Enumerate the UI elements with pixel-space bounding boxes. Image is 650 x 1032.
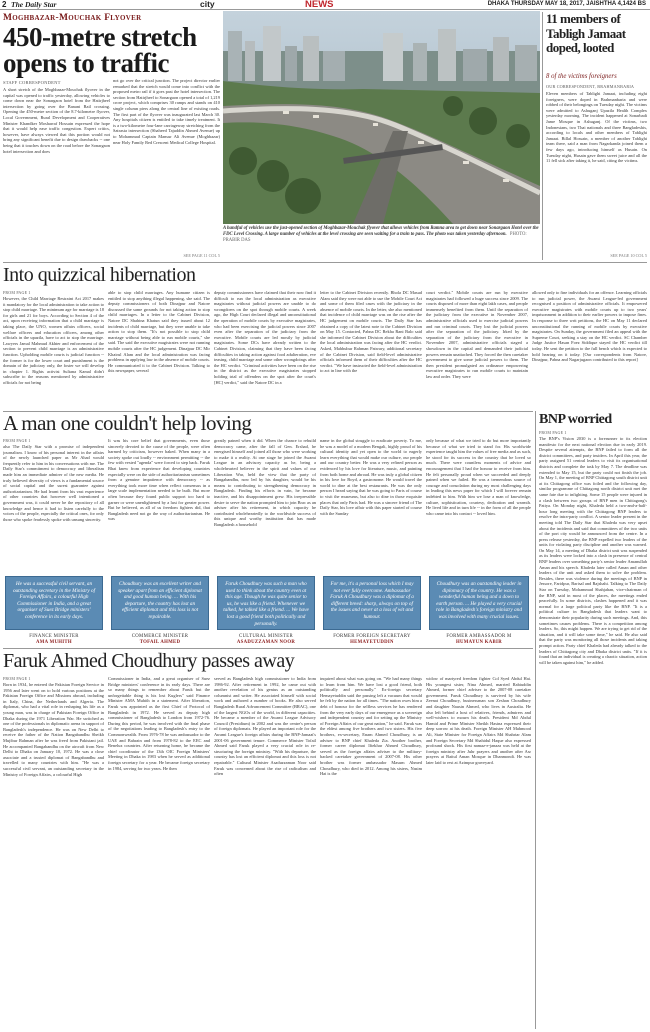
story6-dateline: FROM PAGE 1 [3,676,31,681]
quote-name-hemayet: HEMAYETUDDIN [350,640,394,645]
quote-name-noor: ASADUZZAMAN NOOR [236,640,296,645]
story1-col2: not go over the critical junction. The project director earlier remarked that the stretch would come into conflict with the proposed metro rail if it goes past the hotel intersection. The section from Hatirjheel to Sonargaon opened a total of 1,219 crore project, which comprises 30 ramps and stands on 410 single column piers along the central line of existing roads. The first part of the flyover was inaugurated last March 30. Any hospitals citizen is entitled to take timely treatment. It is a two-kilometre four-lane carriageway stretching from the Satrasta intersection (Shaheed Tajuddin Ahmed Avenue) up to Mohammad Captain Mansur Ali Avenue (Moghbazar) near Holy Family Red Crescent Medical College Hospital. [113,78,220,145]
story4-dateline: FROM PAGE 1 [3,438,31,443]
story2-subhead: 8 of the victims foreigners [546,73,617,80]
quote-role-kabir [429,634,529,646]
story5-dateline: FROM PAGE 1 [539,430,567,435]
story6-col4: inquired about what was going on. "We had many things to learn from him. We have lost a good friend, both politically and personally." Ex-foreign secretary Hemayetuddin said the passing left a vacuum that would be felt by the nation for all times. "The nation owes him a debt of honour for the selfless services he has rendered from the very early days of our emergence as a sovereign and independent country and for setting up the Ministry of Foreign Affairs of our great nation," he said. Faruk was the eldest among five brothers and two sisters. His five brothers, ex-secretary, Enam Ahmed Choudhury, is an adviser to BNP chief Khaleda Zia. Another brother, former career diplomat Iftekhar Ahmed Choudhury, served as the foreign affairs adviser to the military-backed caretaker government of 2007-08. His other brother was former ambassador Masum Ahmed Choudhury, who died in 2012. Among his sisters, Nasim Hai is the [320,676,422,777]
column-divider-bnp [535,411,536,1029]
quote-box-hemayet: For me, it's a personal loss which I may not ever fully overcome. Ambassador Faruk A Choudhury was a diplomat of a different breed: sharp, always on top of the issues and never at a loss of wit and humour. [323,576,421,630]
quote-box-tofail: Choudhury was an excellent writer and speaker apart from an efficient diplomat and good human being. ... With his departure, the country has lost an efficient diplomat and this loss is not repairable. [111,576,209,630]
story5-headline: BNP worried [539,412,612,427]
section-divider-3 [3,648,533,649]
quote-role-noor [217,634,315,646]
story4-col4: name in the global struggle to eradicate poverty. To me, he was a model of a modern Bengali, highly proud of his cultural identity and yet open to the world to eagerly learn everything that would make our culture, our people and our country better. He was a very refined person as evidenced by his love for literature, music, and painting from both home and abroad. He was truly a global citizen in his love for Boyd, a gastronome. He would travel the world to dine at the best restaurants. He was the only person I heard saying that he was going to Paris of course to visit the museums, but also to dine in those exquisite places that only Paris had. He was a sincere friend of The Daily Star, his love affair with this paper started of course with the Sunday [320,438,422,516]
story4-col3: greatly pained when it did. When the chance to rebuild democracy came, after the fall of Gen. Ershad, he energised himself and joined all those who were working to make it a reality. At one stage he joined the Awami League in an advisory capacity as he, being a wholehearted believer in the spirit and values of our Liberation War, held the view that the party of Bangabandhu, now led by his daughter, would be his means to contributing to strengthening democracy in Bangladesh. Finding his efforts in vain, he became inactive, and his disappointment grew. His irrepressible desire to serve the nation prompted him to join Brac as an adviser after his retirement, in which capacity he contributed wholeheartedly to the worldwide success of this unique and worthy institution that has made Bangladesh a household [214,438,316,527]
story3-col1: However, the Child Marriage Restraint Act 2017 makes it mandatory for the local administration to take action to stop child marriage. The minimum age for marriage is 18 for girls and 21 for boys. According to Section 4 of the act, upon receiving information that a child marriage is taking place, the UNO, women affairs officers, social welfare officers and education officers, among other officials in the upazila, have to act to stop the marriage. Lawyers Jamal Mahmud Akhter and enforcement of the section to prevent child marriage is an administrative function. Upholding mobile courts is judicial function -- the former is for the lower court and punishment is the domain of the judiciary only, the foster we will develop in chapter 1. Rights activist Sultana Kamal didn't subscribe to the reasons mentioned by administrative officials for not being [3,296,104,385]
flyover-photo-caption [223,226,540,244]
page-number: 2 [2,0,7,9]
story2-headline: 11 members of Tabligh Jamaat doped, looted [546,11,626,55]
story3-col5: court verdict." Mobile courts are run by executive magistrates had followed a huge success since 2009. The courts disposed of more than eight lakh cases, and people immensely benefited from them. Until the separation of the judiciary from the executive in November 2007, administrative officials used to exercise judicial powers and run criminal courts. They lost the judicial powers after the separation of the judiciary. Irked by the separation of the judiciary from the executive in November 2007, administrative officials staged a showdown in the capital and demanded their judicial powers remain unattached. They forced the then caretaker government to give some judicial powers to them. The then president promulgated an ordinance empowering executive magistrates to run mobile courts to maintain law and order. They were [426,290,528,379]
story4-col5: only because of what we tried to do but more importantly because of what we tried to stand for. His worldwide experience taught him the values of free media and as such, he stood for its success in the country that he loved so much. There were countless moments of advice and encouragement that I had the honour to receive from him. He felt personally proud when we succeeded and deeply pained when we failed. He was a tremendous source of courage and consolation during my most challenging days in leading this news paper for which I will forever remain indebted to him. With him we lose a man of knowledge, culture, sophistication, courtesy, dedication and warmth. He lived life and in turn life -- in the form of all the people who came into his contact -- loved him. [426,438,531,516]
flyover-photo-illustration [223,11,540,224]
section-news: NEWS [305,0,334,10]
story2-body: Eleven members of Tablighi Jamaat, including eight foreigners, were doped in Brahmanbaria and were robbed of their belongings on Tuesday night. The victims were admitted to Ashuganj Upazila Health Complex yesterday morning. The incident happened at Sonarbadi Jame Mosque in Ashuganj. Of the victims, two Indonesians, two Thai nationals and three Bangladeshis, according to locals and other members of Tablighi Jamaat. Billal Hossain, a member of another Tablighi team there, said a man from Nagarkanda joined them a few days ago, introducing himself as Husain. On Tuesday night, Husain gave them sweet juice and all the 11 fell sick after taking it, he said, citing the victims. [546,91,647,164]
story1-headline: 450-metre stretch opens to traffic [3,22,197,78]
quote-role-text: FORMER FOREIGN SECRETARY [333,634,411,639]
story3-dateline: FROM PAGE 1 [3,290,31,295]
story6-col1: Born in 1934, he entered the Pakistan Foreign Service in 1956 and later went on to hold various positions at the Pakistan Foreign Office and Missions abroad, including in Italy, China, the Netherlands and Algeria. The diplomat, who had a vital role in reshaping his life as a young man, was in charge of Pakistan Foreign Office in Dhaka during the 1971 Liberation War. He switched as one of the professionals in diplomatic arena in support of Bangladesh's independence. He was on New Delhi to receive the father of the Nation Bangabandhu Sheikh Mujibur Rahman after he was freed from Pakistani jail. He accompanied Bangabandhu on the aircraft from New Delhi to Dhaka on January 10, 1972. He was a close associate and a trusted diplomat of Bangabandhu and travelled to many countries with him. "He was a successful civil servant, an outstanding secretary in the Ministry of Foreign Affairs, a colourful High [3,682,104,777]
page-header [0,0,650,10]
quote-name-muhith: AMA MUHITH [36,640,72,645]
story2-see-page: SEE PAGE 10 COL 5 [610,253,647,258]
paper-logo: The Daily Star [11,0,57,9]
story4-col1: also The Daily Star with a promise of independent journalism. I know of his personal interest in the affairs of the newly launched paper as Mr Ahad would frequently refer to him in his conversations with me. The Daily Star's commitment to democracy and liberalism made him an immediate admirer of the new media. He truly believed diversity of views is a fundamental source of social capital and the surest guarantee against authoritarianism. He had learnt from his vast experience of other countries that however well intentioned a government was, it could never be the repository of all knowledge and hence it had to listen carefully to the voices of the people, especially the critical ones, for only those who spoke fearlessly spoke with unsung sincerity. [3,444,104,522]
story2-byline: OUR CORRESPONDENT, BRAHMANBARIA [546,84,635,89]
quote-role-hemayet [323,634,421,646]
quote-role-text: COMMERCE MINISTER [131,634,189,639]
date-line: DHAKA THURSDAY MAY 18, 2017, JAISHTHA 4,1424 BS [487,1,646,7]
quote-role-text: FORMER AMBASSADOR M [446,634,512,639]
story1-col1: A short stretch of the Moghbazar-Mouchak flyover in the capital was opened to traffic yesterday, allowing vehicles to come down near the Sonargaon hotel from the Hatirjheel intersection by going over the Banani Rail crossing. Opening the 450-metre section of the 8.7-kilometre flyover, Local Government, Rural Development and Cooperatives Minister Khandker Mosharraf Hossain expressed the hope that it would help ease traffic congestion. Expert critics, however, have always viewed that this portion would not bring any significant benefit due to design drawbacks -- one being that it touches down on the road before the Sonargaon hotel intersection and does [3,87,110,154]
quote-role-text: CULTURAL MINISTER [239,634,293,639]
flyover-photo [223,11,540,224]
section-city: city [200,0,215,9]
quote-name-tofail: TOFAIL AHMED [139,640,181,645]
story5-body: The BNP's Vision 2030 is a forerunner to its election manifesto for the next national election due in early 2019. Despite several attempts, the BNP failed to form all the district committees, and party insiders. In April this year, the party assigned 51 central leaders to visit its organisational districts and complete the task by May 7. The deadline was extended to May 15, but the party could not finish the job. On May 1, the meeting of BNP Chittagong south district unit at its Chittagong office was foiled and the following day, similar programme of Chittagong north district unit met the same fate due to infighting. Some 15 people were injured in a clash between two groups of BNP men in Chittagong's Patiya. On Monday night, Khaleda held a two-and-a-half-hour long meeting with the Chittagong BNP leaders to resolve the intra-party conflict. A senior leader present in the meeting told The Daily Star that Khaleda was very upset about the incidents and said that committees of the two units of the port city would be announced from the centre. In a press release yesterday, the BNP expelled two leaders of the units for violating party discipline and another was warned. On May 14, a meeting of Dhaka district unit was suspended as its leaders were locked into a clash in presence of central BNP leaders over something party's senior leader Amanullah Aman and his speech. Khaleda later called Aman and other leaders of the unit and asked them to solve the problem. Besides, there was violence during the meetings of BNP in Jessore, Faridpur, Barisal and Rajshahi. Talking to The Daily Star on Tuesday, Mohammad Shahjahan, vice-chairman of the BNP, said in most of the places, the meetings ended peacefully. In some districts, clashes happened and it was normal for a large political party like the BNP. "It is a political culture in Bangladesh that leaders want to demonstrate their popularity during such meetings. And, this sometimes causes problems. There is a competition among leaders. So, this might happen. We are trying to get rid of the situation, and it will take some time," he said. He also said that the party was monitoring all those incidents and taking prompt action. Party chief Khaleda had already talked to the leaders of Chittagong city and Dhaka district units. "If it is found that an individual is creating a chaotic situation, action will be taken against him," he added. [539,436,647,665]
story6-col5: widow of martyred freedom fighter Col Syed Abdul Hai. His youngest sister, Nina Ahmed, married Rabiuddin Ahmed, former chief adviser to the 2007-08 caretaker government. Faruk Choudhury is survived by his wife Zeenat Choudhury, businessman son Zeshan Choudhury and daughter Nausin Ahmed, who lives in Australia. He also left behind a host of relatives, friends, admirers and well-wishers to mourn his death. President Md Abdul Hamid and Prime Minister Sheikh Hasina expressed their deep sorrow at his death. Foreign Minister AH Mahmood Ali, State Minister for Foreign Affairs Md Shahriar Alam and Foreign Secretary Md Shahidul Haque also expressed profound shock. His first namaz-e-janaza was held at the foreign ministry after Juhr prayers and another after Asr prayers at Baitul Aman Mosque in Dhanmondi. He was later laid to rest at Azimpur graveyard. [426,676,531,765]
story3-headline: Into quizzical hibernation [3,264,196,286]
quote-role-muhith [5,634,103,646]
quote-box-noor: Faruk Choudhury was such a man who used to think about the country even at this age. Though he was quite senior to us, he was like a friend. Whenever we talked, he talked like a friend. ... We have lost a good friend both politically and personally. [217,576,315,630]
photo-credit: PHOTO: PRABIR DAS [223,232,527,243]
story3-col3: deputy commissioners have claimed that their now find it difficult to run the local administration as executive magistrates without judicial powers are unable to do wrongdoers on the spot through mobile courts. A week ago, the High Court declared illegal and unconstitutional the operation of mobile courts by executive magistrates, who had been exercising the judicial powers since 2007 even after the separation of the judiciary from the executive. Mobile courts are led mostly by judicial magistrates. Some DCs have already written to the Cabinet Division, claiming that they have been facing difficulties in taking action against food adulteration, eve teasing, child marriage and some other wrongdoings after the HC verdict. "Criminal activities have been on the rise in the district as the executive magistrates stopped holding trial of offenders on the spot after the court's [HC] verdict," said the Natore DC in a [214,290,316,385]
story6-col3: served as Bangladesh high commissioner to India from 1986-92. After retirement in 1992, he came out with another revelation of his genius as an outstanding columnist and writer. He associated himself with social work and authored a number of books. He also served Bangladesh Rural Advancement Committee (BRAC), one of the largest NGOs of the world, in different capacities. He became a member of the Awami League Advisory Council (Presidium) in 2002 and was the centre's person of foreign diplomats. He played an important role for the Awami League's foreign affairs during the BNP-Jamaat's 2001-06 government tenure. Commerce Minister Tofail Ahmed said Faruk played a very crucial role in re-structuring the foreign ministry. "With his departure, the country has lost an efficient diplomat and this loss is not repairable." Cultural Minister Asaduzzaman Noor said Faruk was concerned about the rise of radicalism and often [214,676,316,777]
story1-see-page: SEE PAGE 11 COL 5 [183,253,220,258]
story1-kicker: Moghbazar-Mouchak Flyover [3,13,142,23]
story4-col2: It was his core belief that governments, even those sincerely devoted to the cause of the people, were often harmed by criticism, however baked. When many in a society spoke out loudly -- environment permitting -- the few with vested "agenda" were forced to step back. Faruk Bhai knew from experience that developing countries especially were on the side of authoritarianism sometimes from a genuine impatience with democracy -- as everything took more time when reflect consensus in a large scale implementation needed to be built. But more often because they found public support too hard to garner or were unenlightened by a lust for greater power. But he believed, as all of us freedom fighters did, that Bangladesh need not go the way of authoritarianism. He was [108,438,210,522]
story4-headline: A man one couldn't help loving [3,411,252,435]
section-divider-1 [3,262,647,263]
story3-col6: allowed only to fine individuals for an offence. Learning officials to run judicial power, the Awami League-led government recognised a position of administrative officials. It empowered executive magistrates with mobile courts up to two years' imprisonment in addition to their earlier powers to impose fines. In response to three writ petitions, the HC on May 11 declared unconstitutional the running of mobile courts by executive magistrates. On Sunday, the government filed an appeal with the Supreme Court, seeking a stay on the HC verdict. SC Chamber Judge Justice Hasan Foez Siddique stayed the HC verdict till today. He sent the petition to the full bench which is expected to hold hearing on it today. [Our correspondents from Natore, Dinajpur, Pabna and Nagarjugaon contributed to this report] [532,290,647,363]
quote-role-text: FINANCE MINISTER [29,634,79,639]
story3-col4: letter to the Cabinet Division recently. Bhola DC Masud Alam said they were not able to use the Mobile Court Act and some of them filed cases with the judiciary in the absence of mobile courts. In the letter, she also mentioned that incidence of child marriage was on the rise after the HC judgement on mobile courts. The Daily Star has obtained a copy of the latest note to the Cabinet Division on May 15. Contacted, Pabna DC Rekha Rani Balo said she informed the Cabinet Division about the difficulties the local administration was facing after the HC verdict. Asked, Mahbubur Rahman Patwary, additional secretary of the Cabinet Division, said field-level administrative officials informed them of their difficulties after the HC verdict. "We have instructed the field-level administration to act in line with the [320,290,422,374]
column-divider-right [542,12,543,260]
story1-byline: STAFF CORRESPONDENT [3,80,61,85]
quote-box-kabir: Choudhury was an outstanding leader in diplomacy of the country. He was a wonderful human being and a down to earth person. ... He played a very crucial role in Bangladesh's foreign ministry and was involved with many crucial issues. [429,576,529,630]
quote-role-tofail [111,634,209,646]
quote-box-muhith: He was a successful civil servant, an outstanding secretary in the Ministry of Foreign Affairs, a colourful High Commissioner in India, and a great organiser of Suez Bridge ministers' conference in its early days. [5,576,103,630]
photo-caption-text: A handful of vehicles use the just-opened section of Moghbazar-Mouchak flyover that allows vehicles from Ramna area to get down near Sonargaon Hotel over the FDC Level Crossing. A large number of vehicles at the level crossing are seen waiting for a train to pass. The photo was taken yesterday afternoon. [223,226,539,237]
story3-col2: able to stop child marriages. Any humane citizen is entitled to stop anything illegal happening, she said. The deputy commissioners of both Dinajpur and Natore discussed the same grounds for not taking action to stop child marriages. In a letter to the Cabinet Division, Natore DC Shahina Khatun said they issued about 12 incidents of child marriage, but they were unable to take action to stop them. "It's not possible to stop child marriage without being able to run mobile courts," she said. The said the executive magistrates were not running mobile courts after the HC judgement. Dinajpur DC Mir Khairul Alam and the local administration was facing problems in applying law in the absence of mobile courts. He communicated it to the Cabinet Division. Talking to this newspaper, several [108,290,210,374]
story6-headline: Faruk Ahmed Choudhury passes away [3,650,295,672]
quote-name-kabir: HUMAYUN KABIR [456,640,502,645]
story6-col2: Commissioner in India, and a great organiser of Suez Bridge ministers' conference in its early days. There are so many things to remember about Faruk but the unforgettable thing is his lost Kuglers" said Finance Minister AMA Muhith in a statement. After liberation, Faruk was appointed as the first Chief of Protocol of Bangladesh in 1972. He served as deputy high commissioner of Bangladesh to London from 1972-76. During this period, he was involved with the final phase of the negotiations leading to Bangladesh's entry to the Commonwealth. From 1976-78 he was ambassador to the UAE and Bahrain and from 1978-82 to the EEC and Benelux countries. After returning home, he became the chief coordinator of the 13th OIC Foreign Ministers' Meeting in Dhaka in 1983 when he served as additional foreign secretary for a year. He became foreign secretary in 1984, serving for two years. He then [108,676,210,771]
